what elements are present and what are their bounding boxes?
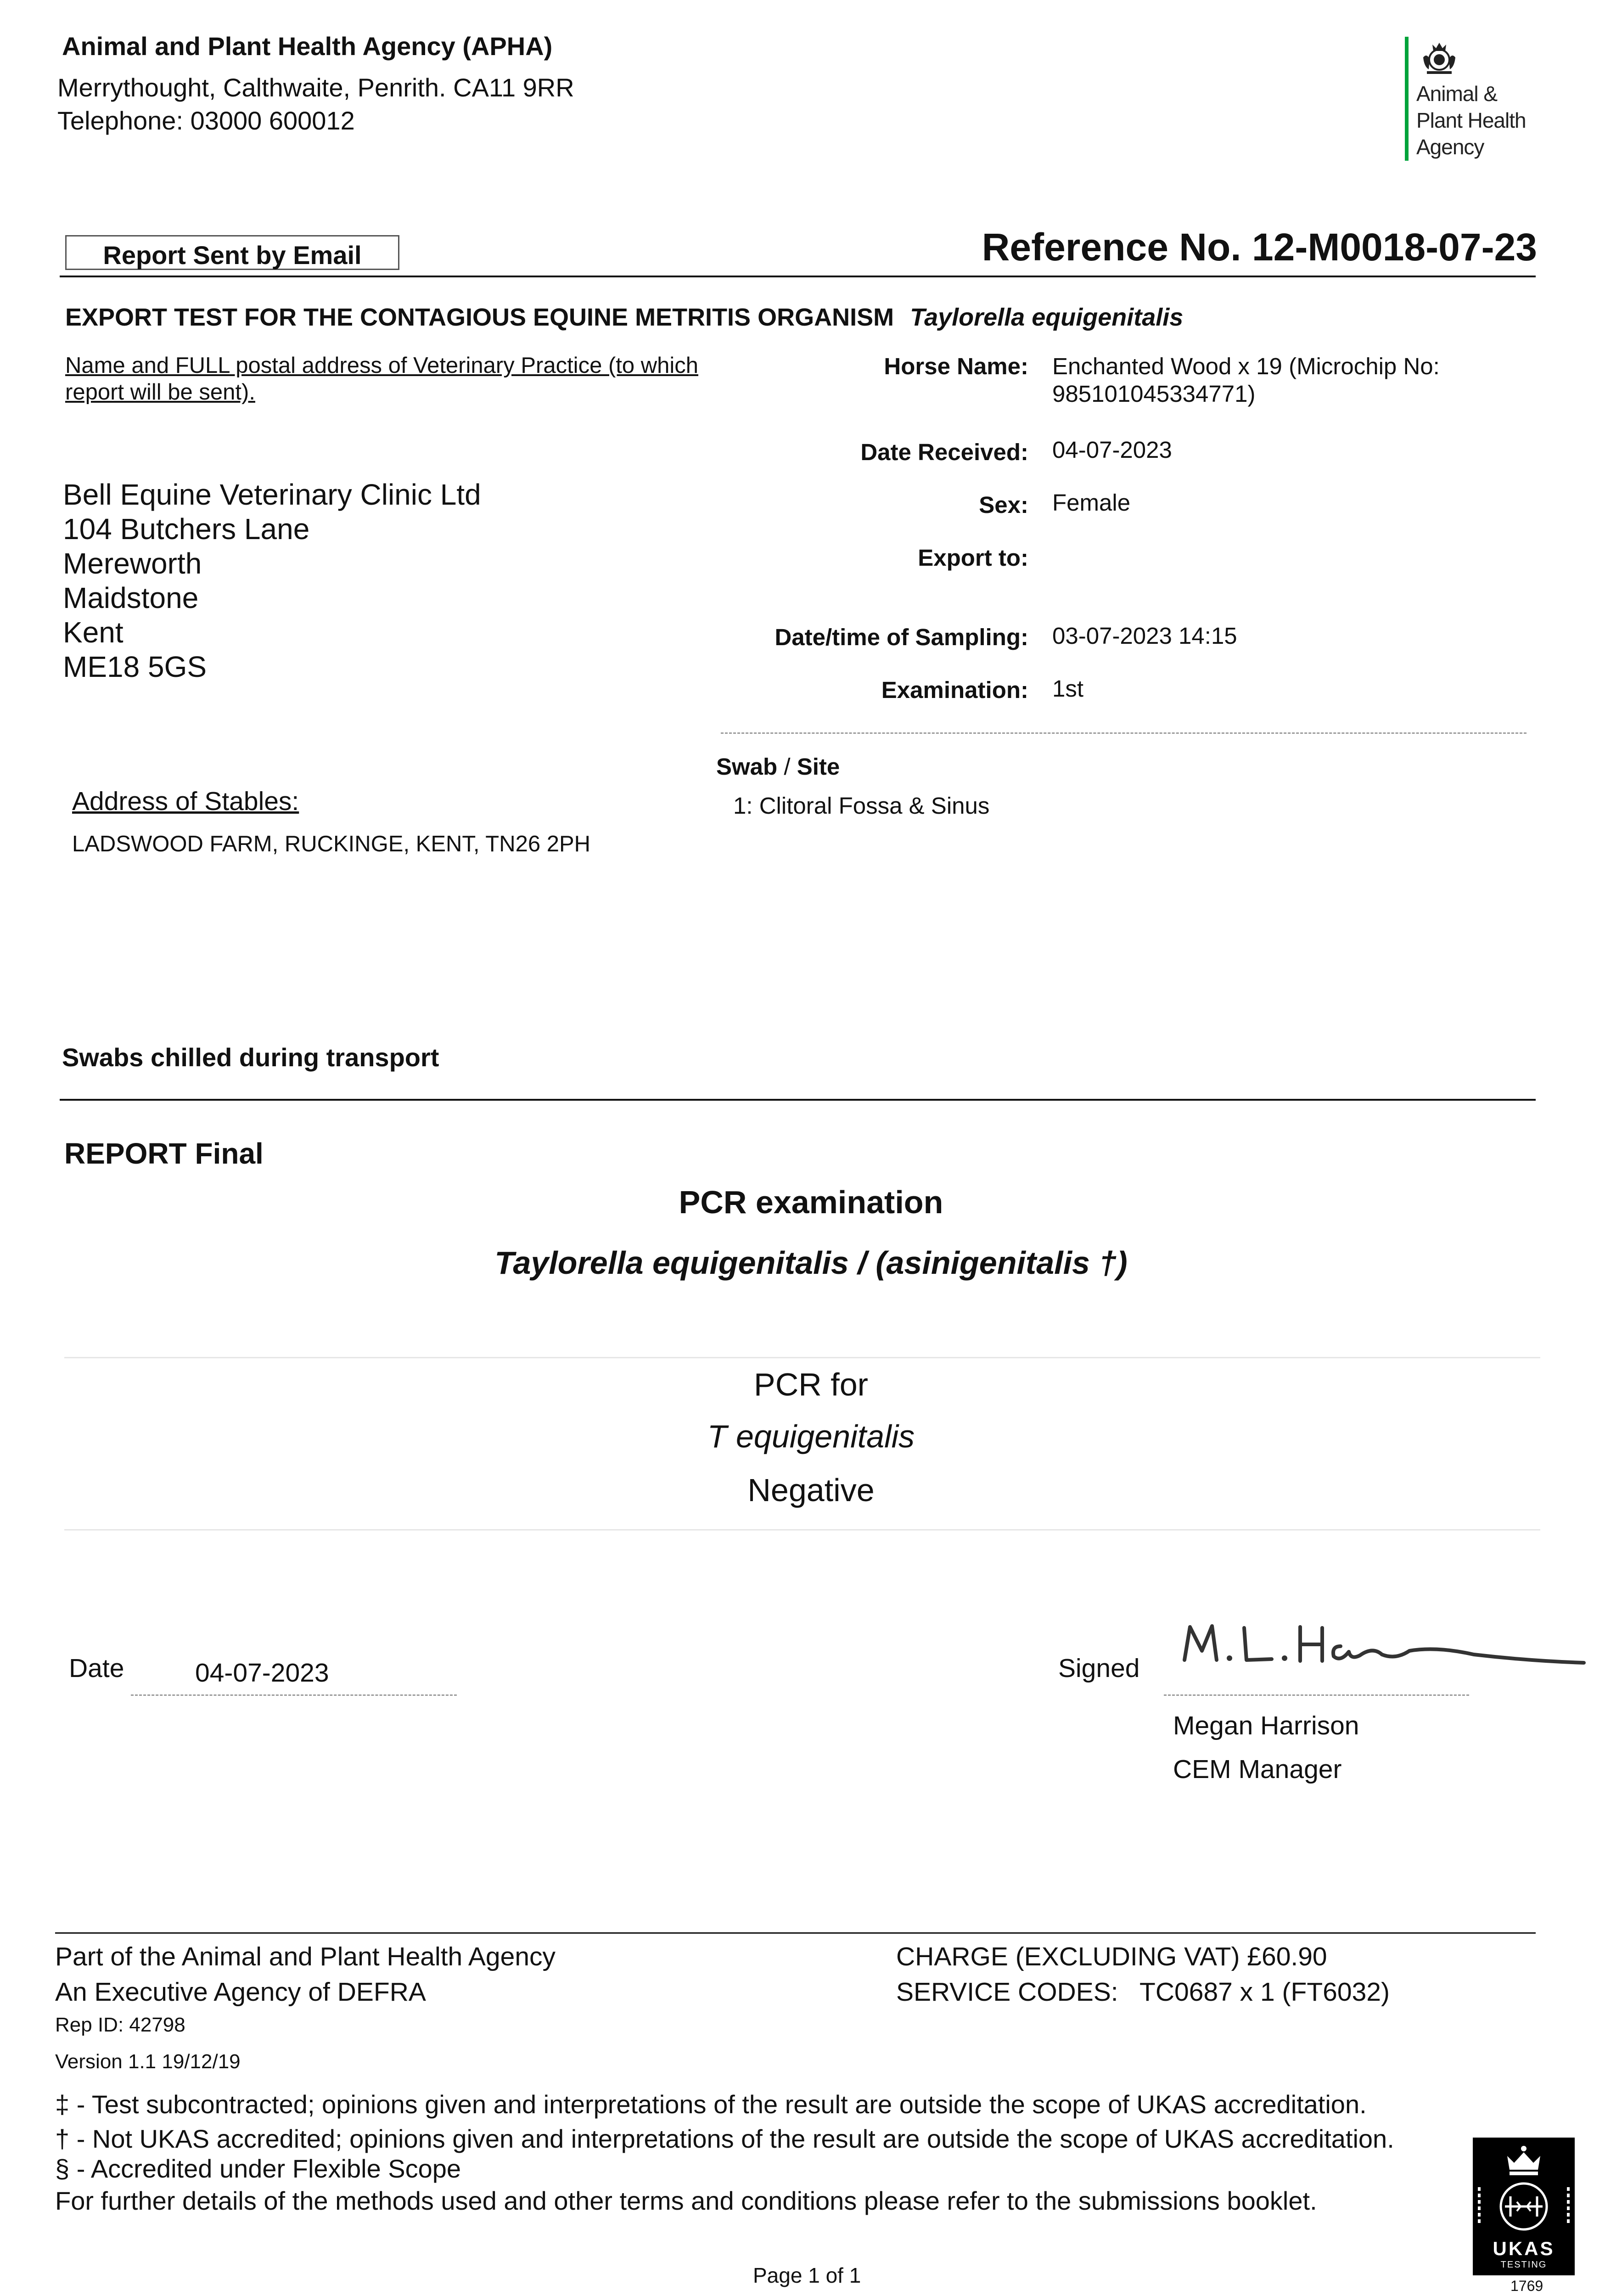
rep-id: Rep ID: 42798 [55,2014,185,2036]
note-not-accredited: † - Not UKAS accredited; opinions given and interpretations of the result are outside the scope of UKAS accreditation. [55,2124,1394,2153]
practice-address-line-1: Bell Equine Veterinary Clinic Ltd [63,478,481,511]
swab-site-item: 1: Clitoral Fossa & Sinus [733,793,990,819]
logo-line-1: Animal & [1416,82,1498,106]
test-organism: Taylorella equigenitalis [910,304,1184,331]
examination-value: 1st [1052,675,1084,702]
practice-address-line-4: Maidstone [63,581,199,614]
practice-address-line-6: ME18 5GS [63,650,207,683]
result-line-1: PCR for [754,1367,868,1402]
signatory-role: CEM Manager [1173,1755,1342,1784]
mid-divider [60,1099,1536,1101]
ukas-sub: TESTING [1500,2260,1547,2270]
horse-name-value-2: 985101045334771) [1052,381,1256,407]
logo-line-3: Agency [1416,135,1484,159]
horse-name-label: Horse Name: [884,353,1028,379]
exam-subtitle: Taylorella equigenitalis / (asinigenitalis †) [494,1245,1128,1281]
header-divider [60,276,1536,277]
sex-label: Sex: [979,492,1028,518]
result-line-3: Negative [747,1472,875,1508]
agency-name: Animal and Plant Health Agency (APHA) [62,32,553,61]
sex-value: Female [1052,490,1131,516]
practice-address-line-5: Kent [63,616,123,649]
practice-label-line-1: Name and FULL postal address of Veterinary Practice (to which [65,353,699,378]
practice-label-line-2: report will be sent). [65,380,255,405]
page-number: Page 1 of 1 [753,2263,861,2287]
sampling-label: Date/time of Sampling: [775,624,1028,650]
date-value: 04-07-2023 [195,1658,329,1688]
transport-note: Swabs chilled during transport [62,1043,439,1072]
date-received-label: Date Received: [860,439,1028,465]
note-flexible-scope: § - Accredited under Flexible Scope [55,2154,461,2183]
swab-label-separator: / [777,754,797,780]
stables-label: Address of Stables: [72,787,299,816]
agency-telephone: Telephone: 03000 600012 [57,106,355,135]
report-status: REPORT Final [64,1137,264,1170]
note-subcontracted: ‡ - Test subcontracted; opinions given and interpretations of the result are outside the scope of UKAS accreditation. [55,2090,1367,2119]
test-title: EXPORT TEST FOR THE CONTAGIOUS EQUINE METRITIS ORGANISM [65,304,894,331]
result-bottom-divider [64,1529,1540,1531]
signatory-name: Megan Harrison [1173,1711,1359,1740]
tick-circle-icon [1473,2178,1575,2238]
exam-title: PCR examination [679,1184,943,1220]
practice-address-line-3: Mereworth [63,547,202,580]
result-top-divider [64,1357,1540,1358]
version: Version 1.1 19/12/19 [55,2050,241,2073]
sampling-value: 03-07-2023 14:15 [1052,623,1237,649]
report-sent-label: Report Sent by Email [103,241,362,270]
reference-number: Reference No. 12-M0018-07-23 [982,225,1537,269]
service-codes: SERVICE CODES: TC0687 x 1 (FT6032) [896,1977,1390,2007]
horse-name-value-1: Enchanted Wood x 19 (Microchip No: [1052,353,1440,379]
footer-agency-line-2: An Executive Agency of DEFRA [55,1977,426,2007]
agency-address: Merrythought, Calthwaite, Penrith. CA11 9RR [57,73,574,102]
swab-site-label [716,753,840,780]
result-line-2: T equigenitalis [707,1418,915,1454]
fields-divider [721,732,1527,734]
examination-label: Examination: [881,677,1028,703]
royal-crest-icon [1419,39,1460,76]
date-received-value: 04-07-2023 [1052,437,1172,463]
ukas-number: 1769 [1510,2278,1543,2294]
stables-address: LADSWOOD FARM, RUCKINGE, KENT, TN26 2PH [72,832,591,856]
site-label: Site [797,754,840,780]
apha-logo [1405,37,1543,165]
ukas-mark [1473,2138,1575,2275]
practice-address-line-2: 104 Butchers Lane [63,512,310,546]
logo-line-2: Plant Health [1416,108,1526,132]
swab-label: Swab [716,754,778,780]
signature-underline [1164,1694,1469,1696]
signed-label: Signed [1058,1654,1140,1683]
test-title-row [65,303,1183,332]
date-underline [131,1694,457,1696]
ukas-text: UKAS [1493,2238,1555,2259]
export-to-label: Export to: [918,545,1028,571]
note-further-details: For further details of the methods used and other terms and conditions please refer to the submissions booklet. [55,2186,1317,2215]
footer-divider [55,1932,1536,1934]
charge: CHARGE (EXCLUDING VAT) £60.90 [896,1942,1327,1971]
footer-agency-line-1: Part of the Animal and Plant Health Agency [55,1942,556,1971]
date-label: Date [69,1654,124,1683]
signature-image [1180,1619,1593,1678]
report-sent-box [65,235,399,270]
